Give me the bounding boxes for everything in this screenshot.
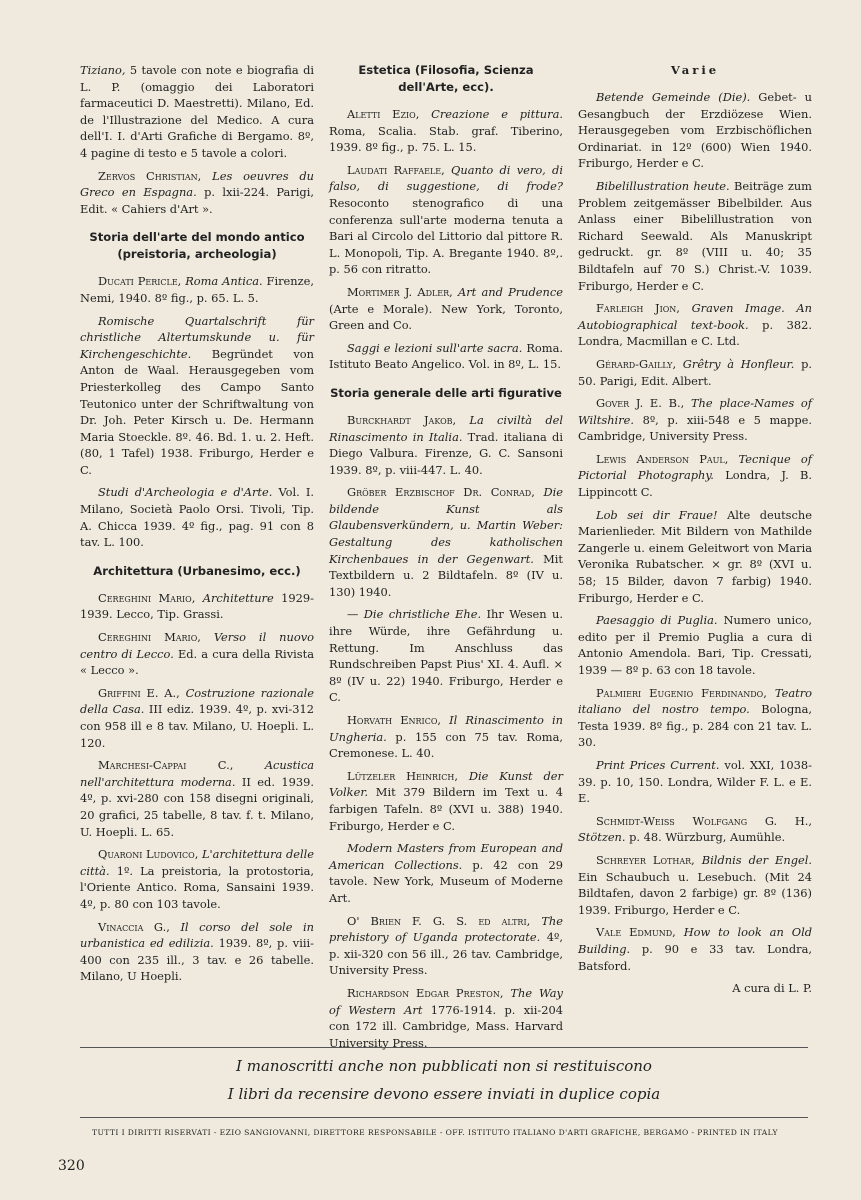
entry-title: La civiltà del Rinascimento in Italia. (329, 412, 563, 444)
entry-details: Ein Schaubuch u. Lesebuch. (Mit 24 Bildtafen, davon 2 farbige) gr. 8º (136) 1939. Friburgo, Herder e C. (578, 869, 812, 917)
notice-top-rule (80, 1047, 808, 1048)
bibliography-entry (329, 162, 563, 278)
entry-title: The place-Names of Wiltshire. (578, 396, 812, 427)
entry-author: Schreyer Lothar, (596, 852, 695, 867)
entry-details: (Arte e Morale). New York, Toronto, Green and Co. (329, 301, 563, 333)
entry-author: Aletti Ezio, (347, 107, 420, 121)
bibliography-entry (578, 507, 812, 607)
entry-title: Creazione e pittura. (431, 107, 563, 121)
entry-title: Teatro italiano del nostro tempo. (578, 685, 812, 717)
entry-details: p. 50. Parigi, Edit. Albert. (578, 356, 812, 388)
entry-author: Gérard-Gailly, (596, 356, 677, 371)
bibliography-entry (80, 629, 314, 679)
bibliography-entry (80, 919, 314, 985)
entry-title: Studi d'Archeologia e d'Arte. (98, 485, 273, 500)
entry-details: 1939. 8º, p. viii-400 con 235 ill., 3 tav. e 26 tabelle. Milano, U Hoepli. (80, 936, 314, 984)
entry-details: Begründet von Anton de Waal. Herausgegeben vom Priesterkolleg des Campo Santo Teutonico unter der Schriftwaltung von Dr. Joh. Peter Kirsch u. De. Hermann Maria Stoeckle. 8º. 46. Bd. 1. u. 2. Heft. (80, 1 Tafel) 1938. Friburgo, Herder e C. (80, 346, 314, 477)
entry-author: Farleigh Jion, (596, 301, 680, 316)
entry-title: Stötzen. (578, 830, 626, 845)
entry-details: Mit Textbildern u. 2 Bildtafeln. 8º (IV u. 130) 1940. (329, 551, 563, 599)
entry-author: Vale Edmund, (596, 925, 676, 940)
entry-title: Tecnique of Pictorial Photography. (578, 451, 813, 483)
section-heading: Storia dell'arte del mondo antico (preistoria, archeologia) (89, 230, 305, 262)
bibliography-entry (578, 924, 812, 974)
bibliography-entry (80, 484, 314, 550)
bibliography-entry (329, 840, 563, 906)
bibliography-entry (80, 590, 314, 623)
bibliography-entry (578, 395, 812, 445)
bibliography-entry (578, 89, 812, 172)
entry-details: Numero unico, edito per il Premio Puglia a cura di Antonio Amendola. Bari, Tip. Cressati, 1939 — 8º p. 63 con 18 tavole. (578, 613, 812, 677)
entry-title: Il Rinascimento in Ungheria. (329, 713, 563, 744)
bibliography-entry (578, 852, 812, 918)
entry-details: 1º. La preistoria, la protostoria, l'Oriente Antico. Roma, Sansaini 1939. 4º, p. 80 con 103 tavole. (80, 863, 314, 911)
entry-title: Les oeuvres du Greco en Espagna. (80, 168, 315, 200)
entry-details: vol. XXI, 1038-39. p. 10, 150. Londra, Wilder F. L. e E. E. (578, 757, 812, 806)
bibliography-entry (578, 685, 812, 751)
entry-title: Die Kunst der Volker. (329, 768, 563, 800)
entry-author: Lewis Anderson Paul, (596, 451, 729, 466)
entry-title: Architetture (202, 590, 274, 605)
editor-signature: A cura di L. P. (732, 981, 812, 996)
entry-title: Il corso del sole in urbanistica ed edilizia. (80, 919, 314, 951)
entry-title: The prehistory of Uganda protectorate. (329, 913, 563, 945)
entry-author: Richardson Edgar Preston, (347, 985, 504, 1000)
bibliography-entry (578, 813, 812, 846)
entry-title: L'architettura delle città. (80, 847, 314, 878)
entry-author: Vinaccia G., (98, 919, 170, 934)
entry-title: Roma Antica. (185, 274, 263, 289)
entry-author: O' Brien F. G. S. ed altri, (347, 913, 531, 928)
entry-details: Mit 379 Bildern im Text u. 4 farbigen Tafeln. 8º (XVI u. 388) 1940. Friburgo, Herder e C. (329, 785, 563, 833)
entry-title: Costruzione razionale della Casa. (80, 685, 314, 717)
entry-author: Gröber Erzbischof Dr. Conrad, (347, 485, 535, 500)
entry-author: Schmidt-Weiss Wolfgang G. H., (596, 813, 812, 828)
entry-details: Beiträge zum Problem zeitgemässer Bibelbilder. Aus Anlass einer Bibelillustration von Richard Seewald. Als Manuskript gedruckt. gr. 8º (VIII u. 40; 35 Bildtafeln auf 70 S.) Christ.-V. 1039. Friburgo, Herder e C. (578, 178, 812, 293)
entry-details: 1929-1939. Lecco, Tip. Grassi. (80, 590, 314, 622)
bibliography-entry (578, 451, 812, 501)
entry-author: Lützeler Heinrich, (347, 768, 458, 783)
entry-title: — Die christliche Ehe. (347, 607, 482, 622)
entry-title: Print Prices Current. (596, 757, 720, 772)
entry-author: Gover J. E. B., (596, 396, 685, 411)
entry-details: Roma. Istituto Beato Angelico. Vol. in 8º, L. 15. (329, 340, 563, 372)
bibliography-entry (578, 178, 812, 294)
column-1 (80, 62, 315, 984)
entry-title: Verso il nuovo centro di Lecco. (80, 630, 315, 661)
notice-line-2: I libri da recensire devono essere inviati in duplice copia (227, 1085, 661, 1103)
bibliography-columns (80, 62, 813, 1050)
section-heading: Storia generale delle arti figurative (330, 385, 562, 400)
entry-details: Firenze, Nemi, 1940. 8º fig., p. 65. L. 5. (80, 274, 314, 305)
entry-details: Vol. I. Milano, Società Paolo Orsi. Tivoli, Tip. A. Chicca 1939. 4º fig., pag. 91 con 8 tav. L. 100. (80, 485, 315, 550)
entry-details: Ihr Wesen u. ihre Würde, ihre Gefährdung u. Rettung. Im Anschluss das Rundschreiben Papst Pius' XI. 4. Aufl. × 8º (IV u. 22) 1940. Friburgo, Herder e C. (329, 607, 563, 705)
entry-title: Lob sei dir Fraue! (596, 507, 718, 522)
entry-author: Laudati Raffaele, (347, 162, 445, 177)
section-heading: Architettura (Urbanesimo, ecc.) (93, 563, 301, 578)
entry-details: Alte deutsche Marienlieder. Mit Bildern von Mathilde Zangerle u. einem Geleitwort von Maria Veronika Rubatscher. × gr. 8º (XVI u. 58; 15 Bilder, davon 7 farbig) 1940. Friburgo, Herder e C. (578, 507, 812, 605)
entry-author: Cereghini Mario, (98, 590, 196, 605)
entry-title: Acustica nell'architettura moderna. (80, 758, 314, 789)
entry-details: p. 382. Londra, Macmillan e C. Ltd. (578, 317, 812, 349)
entry-details: Roma, Scalia. Stab. graf. Tiberino, 1939. 8º fig., p. 75. L. 15. (329, 123, 563, 155)
bibliography-entry (329, 412, 563, 478)
entry-title: Paesaggio di Puglia. (596, 613, 718, 628)
entry-details: p. 155 con 75 tav. Roma, Cremonese. L. 40. (329, 729, 563, 761)
column-3 (578, 62, 813, 996)
entry-details: 1776-1914. p. xii-204 con 172 ill. Cambridge, Mass. Harvard University Press. (329, 1002, 563, 1050)
entry-details: Gebet- u Gesangbuch der Erzdiözese Wien. Herausgegeben vom Erzbischöflichen Ordinariat. in 12º (600) Wien 1940. Friburgo, Herder e C. (578, 90, 812, 171)
bibliography-entry (80, 313, 314, 479)
entry-title: Bildnis der Engel. (701, 852, 813, 867)
entry-details: Londra, J. B. Lippincott C. (578, 468, 813, 500)
entry-details: p. 90 e 33 tav. Londra, Batsford. (578, 941, 812, 973)
entry-title: Romische Quartalschrift für christliche Altertumskunde u. für Kirchengeschichte. (80, 313, 314, 361)
bibliography-entry (578, 300, 812, 350)
entry-author: Horvath Enrico, (347, 713, 442, 727)
notice-bottom-rule (80, 1117, 808, 1118)
entry-details: 4º, p. xii-320 con 56 ill., 26 tav. Cambridge, University Press. (329, 930, 563, 978)
bibliography-entry (329, 913, 563, 979)
entry-title: Die bildende Kunst als Glaubensverkündern, u. Martin Weber: Gestaltung des katholischen Kirchenbaues in der Gegenwart. (329, 485, 564, 566)
entry-title: Grêtry à Honfleur. (682, 356, 795, 371)
bibliography-entry (80, 757, 314, 840)
entry-details: 5 tavole con note e biografia di L. P. (omaggio dei Laboratori farmaceutici D. Maestretti). Milano, Ed. de l'Illustrazione del Medico. A cura dell'I. I. d'Arti Grafiche di Bergamo. 8º, 4 pagine di testo e 5 tavole a colori. (80, 63, 314, 160)
entry-title: The Way of Western Art (329, 985, 563, 1017)
page-number: 320 (58, 1158, 85, 1174)
entry-details: p. lxii-224. Parigi, Edit. « Cahiers d'Art ». (80, 185, 314, 216)
bibliography-entry (329, 606, 563, 706)
bibliography-entry (329, 712, 563, 762)
entry-details: Bologna, Testa 1939. 8º fig., p. 284 con 21 tav. L. 30. (578, 702, 812, 750)
notice-line-1: I manoscritti anche non pubblicati non si restituiscono (236, 1057, 652, 1075)
entry-details: III ediz. 1939. 4º, p. xvi-312 con 958 ill e 8 tav. Milano, U. Hoepli. L. 120. (80, 702, 314, 750)
bibliography-entry (329, 985, 563, 1051)
entry-details: p. 48. Würzburg, Aumühle. (625, 830, 786, 845)
bibliography-entry (578, 757, 812, 807)
entry-details: Trad. italiana di Diego Valbura. Firenze, G. C. Sansoni 1939. 8º, p. viii-447. L. 40. (329, 429, 563, 477)
entry-details: p. 42 con 29 tavole. New York, Museum of Moderne Art. (329, 857, 563, 905)
entry-title: Quanto di vero, di falso, di suggestione, di frode? (329, 162, 563, 194)
entry-title: Modern Masters from European and American Collections. (329, 841, 563, 872)
column-2 (329, 62, 564, 1050)
entry-author: Quaroni Ludovico, (98, 847, 199, 862)
entry-title: How to look an Old Building. (578, 925, 813, 956)
entry-author: Zervos Christian, (98, 168, 202, 183)
bibliography-entry (80, 846, 314, 912)
bibliography-entry (329, 484, 563, 600)
footer-credits: TUTTI I DIRITTI RISERVATI - EZIO SANGIOVANNI, DIRETTORE RESPONSABILE - OFF. ISTITUTO ITALIANO D'ARTI GRAFICHE, BERGAMO - PRINTED IN ITALY (92, 1128, 778, 1137)
entry-author: Palmieri Eugenio Ferdinando, (596, 685, 767, 700)
entry-details: Resoconto stenografico di una conferenza sull'arte moderna tenuta a Bari al Circolo del Littorio dal pittore R. L. Monopoli, Tip. A. Bregante 1940. 8º,. p. 56 con ritratto. (329, 195, 563, 277)
bibliography-entry (578, 356, 812, 389)
bibliography-entry (329, 768, 563, 834)
bibliography-entry (80, 273, 314, 306)
entry-author: Marchesi-Cappai C., (98, 758, 234, 773)
section-heading: Varie (670, 63, 720, 77)
entry-details: 8º, p. xiii-548 e 5 mappe. Cambridge, University Press. (578, 412, 812, 444)
section-heading: Estetica (Filosofia, Scienza dell'Arte, ecc). (358, 63, 534, 94)
entry-title: Art and Prudence (458, 284, 563, 299)
entry-details: II ed. 1939. 4º, p. xvi-280 con 158 disegni originali, 20 grafici, 25 tabelle, 8 tav. f. t. Milano, U. Hoepli. L. 65. (80, 774, 315, 839)
entry-author: Burckhardt Jakob, (347, 412, 457, 427)
bibliography-entry (329, 284, 563, 334)
entry-author: Cereghini Mario, (98, 630, 201, 645)
entry-author: Mortimer J. Adler, (347, 284, 453, 299)
entry-title: Betende Gemeinde (Die). (596, 90, 751, 104)
entry-details: Ed. a cura della Rivista « Lecco ». (80, 646, 314, 678)
bibliography-entry (80, 62, 314, 162)
entry-title: Tiziano, (80, 63, 126, 77)
bibliography-entry (578, 612, 812, 678)
entry-author: Ducati Pericle, (98, 274, 182, 289)
bibliography-entry (80, 168, 314, 218)
entry-title: Bibelillustration heute. (596, 178, 730, 193)
entry-author: Griffini E. A., (98, 685, 180, 700)
bibliography-entry (329, 106, 563, 156)
bibliography-entry (80, 685, 314, 751)
entry-title: Saggi e lezioni sull'arte sacra. (347, 340, 523, 355)
bibliography-entry (329, 340, 563, 373)
entry-title: Graven Image. An Autobiographical text-book. (578, 301, 812, 332)
